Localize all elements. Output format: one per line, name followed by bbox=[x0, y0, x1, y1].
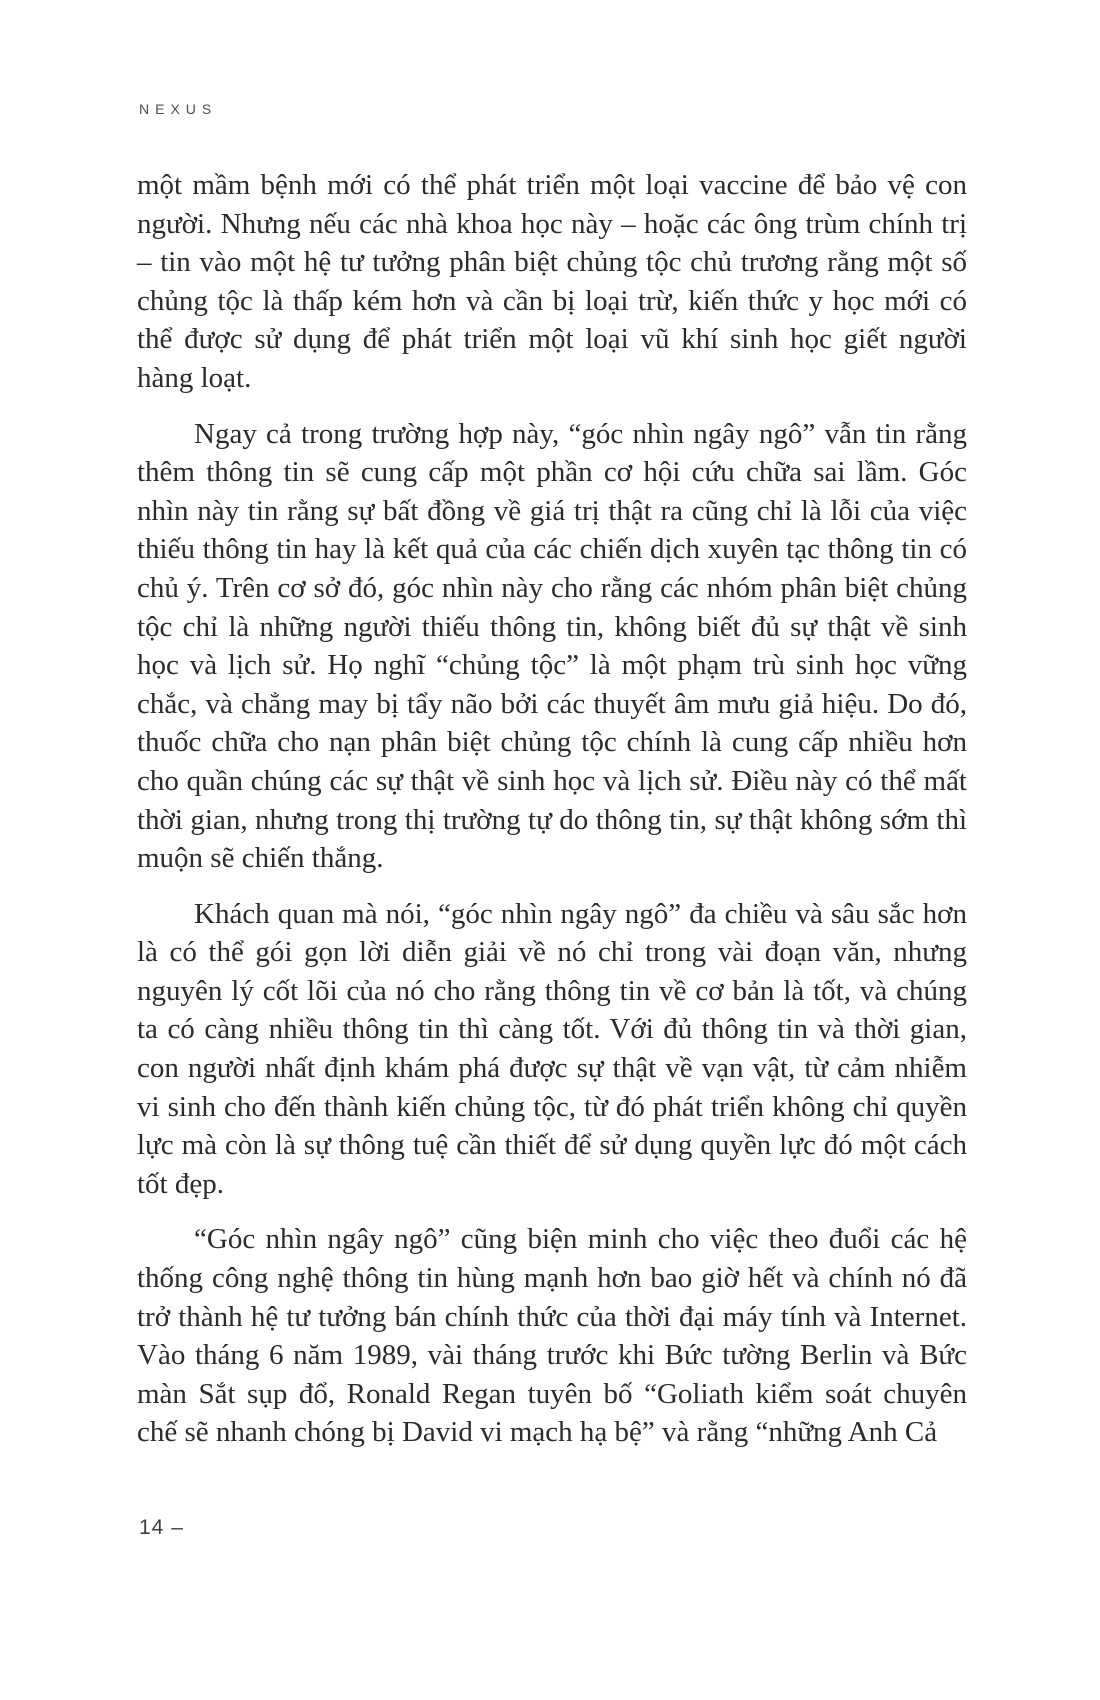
text-block bbox=[137, 166, 967, 1452]
body-paragraph: Khách quan mà nói, “góc nhìn ngây ngô” đa chiều và sâu sắc hơn là có thể gói gọn lời diễn giải về nó chỉ trong vài đoạn văn, nhưng nguyên lý cốt lõi của nó cho rằng thông tin về cơ bản là tốt, và chúng ta có càng nhiều thông tin thì càng tốt. Với đủ thông tin và thời gian, con người nhất định khám phá được sự thật về vạn vật, từ cảm nhiễm vi sinh cho đến thành kiến chủng tộc, từ đó phát triển không chỉ quyền lực mà còn là sự thông tuệ cần thiết để sử dụng quyền lực đó một cách tốt đẹp. bbox=[137, 897, 967, 1200]
running-header: NEXUS bbox=[139, 101, 218, 117]
page-number: 14 – bbox=[139, 1516, 184, 1539]
body-paragraph: “Góc nhìn ngây ngô” cũng biện minh cho việc theo đuổi các hệ thống công nghệ thông tin hùng mạnh hơn bao giờ hết và chính nó đã trở thành hệ tư tưởng bán chính thức của thời đại máy tính và Internet. Vào tháng 6 năm 1989, vài tháng trước khi Bức tường Berlin và Bức màn Sắt sụp đổ, Ronald Regan tuyên bố “Goliath kiểm soát chuyên chế sẽ nhanh chóng bị David vi mạch hạ bệ” và rằng “những Anh Cả bbox=[137, 1223, 967, 1449]
body-paragraph: một mầm bệnh mới có thể phát triển một loại vaccine để bảo vệ con người. Nhưng nếu các nhà khoa học này – hoặc các ông trùm chính trị – tin vào một hệ tư tưởng phân biệt chủng tộc chủ trương rằng một số chủng tộc là thấp kém hơn và cần bị loại trừ, kiến thức y học mới có thể được sử dụng để phát triển một loại vũ khí sinh học giết người hàng loạt. bbox=[137, 169, 967, 394]
body-paragraph: Ngay cả trong trường hợp này, “góc nhìn ngây ngô” vẫn tin rằng thêm thông tin sẽ cung cấp một phần cơ hội cứu chữa sai lầm. Góc nhìn này tin rằng sự bất đồng về giá trị thật ra cũng chỉ là lỗi của việc thiếu thông tin hay là kết quả của các chiến dịch xuyên tạc thông tin có chủ ý. Trên cơ sở đó, góc nhìn này cho rằng các nhóm phân biệt chủng tộc chỉ là những người thiếu thông tin, không biết đủ sự thật về sinh học và lịch sử. Họ nghĩ “chủng tộc” là một phạm trù sinh học vững chắc, và chẳng may bị tẩy não bởi các thuyết âm mưu giả hiệu. Do đó, thuốc chữa cho nạn phân biệt chủng tộc chính là cung cấp nhiều hơn cho quần chúng các sự thật về sinh học và lịch sử. Điều này có thể mất thời gian, nhưng trong thị trường tự do thông tin, sự thật không sớm thì muộn sẽ chiến thắng. bbox=[137, 417, 967, 875]
